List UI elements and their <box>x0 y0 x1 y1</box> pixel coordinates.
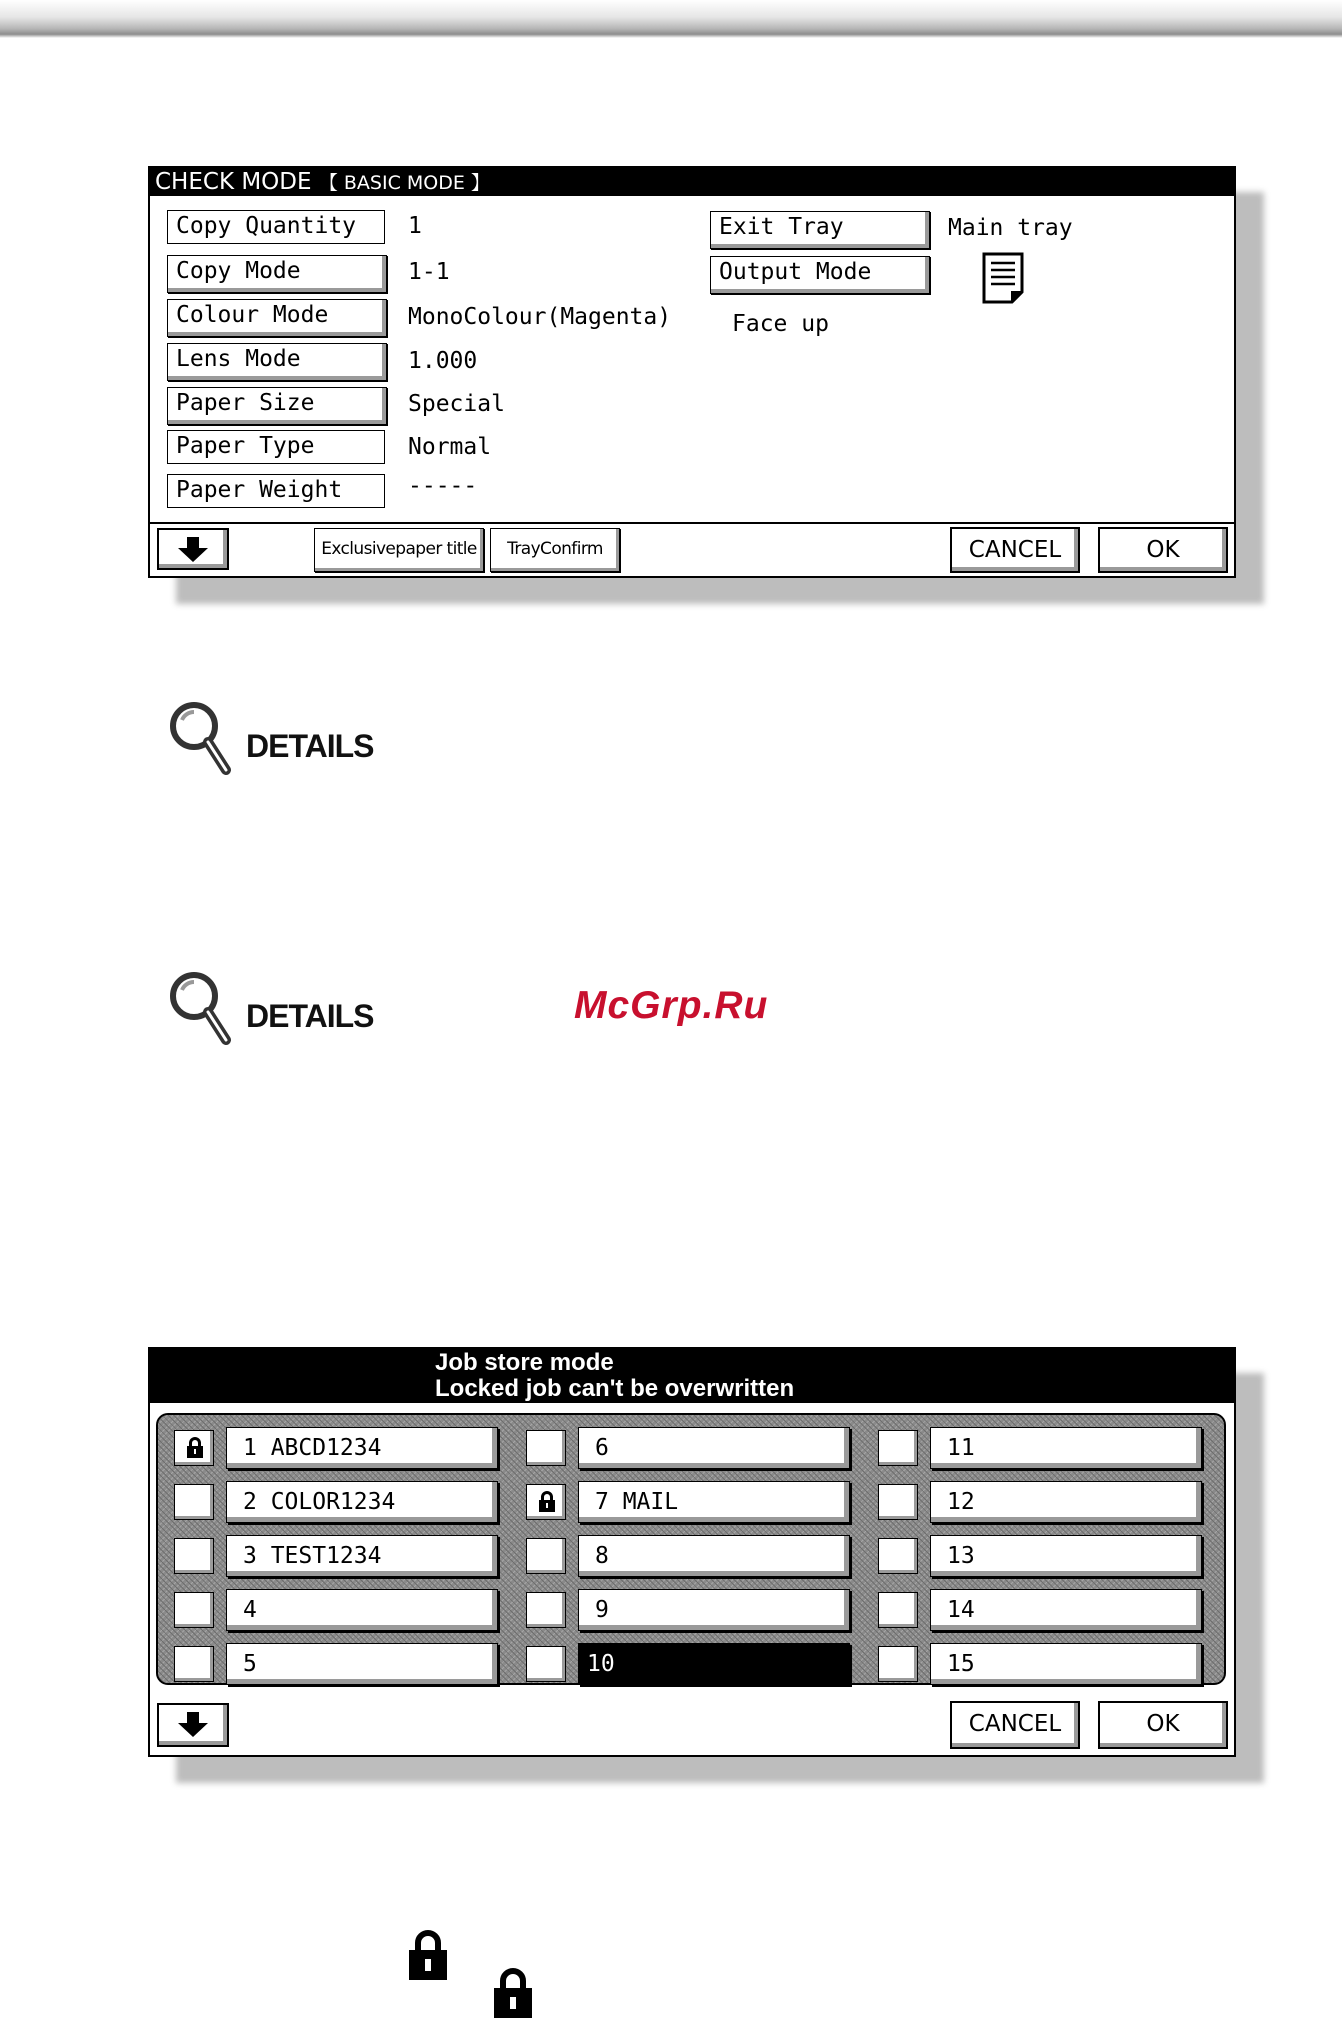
paper-weight-button[interactable] <box>167 474 385 508</box>
job-slot-button[interactable]: 12 <box>930 1481 1202 1523</box>
exit-tray-button[interactable] <box>710 211 930 249</box>
colour-mode-button[interactable] <box>167 299 387 337</box>
paper-weight-label: Paper Weight <box>176 477 343 503</box>
details-marker <box>168 700 398 780</box>
output-mode-label: Output Mode <box>719 259 872 285</box>
exit-tray-value: Main tray <box>948 215 1073 241</box>
check-mode-title-bar <box>150 168 1234 196</box>
lens-mode-button[interactable] <box>167 343 387 381</box>
lens-mode-value: 1.000 <box>408 348 478 374</box>
lock-icon <box>493 1967 533 2019</box>
check-mode-title: CHECK MODE <box>155 169 312 195</box>
page-header-bar <box>0 0 1342 38</box>
exclusive-paper-title-label: Exclusivepaper title <box>321 539 477 559</box>
paper-size-value: Special <box>408 391 505 417</box>
ok-button[interactable] <box>1098 527 1228 573</box>
ok-label: OK <box>1146 1711 1180 1737</box>
lock-toggle[interactable] <box>174 1592 214 1628</box>
check-mode-bottom-bar <box>150 522 1234 576</box>
job-slot-button[interactable]: 10 <box>578 1643 850 1685</box>
paper-weight-value: ----- <box>408 473 478 499</box>
job-slot-button[interactable]: 5 <box>226 1643 498 1685</box>
output-mode-button[interactable] <box>710 256 930 294</box>
lock-toggle[interactable] <box>878 1646 918 1682</box>
job-slot-button[interactable]: 15 <box>930 1643 1202 1685</box>
watermark-text: McGrp.Ru <box>574 984 769 1027</box>
tray-confirm-button[interactable] <box>490 528 620 572</box>
job-store-title-bar <box>150 1349 1234 1403</box>
job-grid <box>156 1413 1226 1685</box>
job-slot-button[interactable]: 7 MAIL <box>578 1481 850 1523</box>
down-arrow-icon <box>177 1712 209 1738</box>
job-slot-button[interactable]: 11 <box>930 1427 1202 1469</box>
check-mode-subtitle: 【 BASIC MODE 】 <box>318 172 490 194</box>
scroll-down-button[interactable] <box>157 1703 229 1747</box>
job-store-title: Job store mode <box>435 1349 614 1376</box>
details-label: DETAILS <box>246 998 374 1034</box>
copy-quantity-button[interactable] <box>167 210 385 244</box>
job-slot-button[interactable]: 14 <box>930 1589 1202 1631</box>
lock-toggle[interactable] <box>174 1538 214 1574</box>
lock-toggle-locked[interactable] <box>526 1484 566 1520</box>
lock-toggle[interactable] <box>878 1538 918 1574</box>
cancel-label: CANCEL <box>968 537 1062 563</box>
job-slot-button[interactable]: 6 <box>578 1427 850 1469</box>
job-slot-button[interactable]: 13 <box>930 1535 1202 1577</box>
lens-mode-label: Lens Mode <box>176 346 301 372</box>
job-slot-button[interactable]: 9 <box>578 1589 850 1631</box>
details-marker <box>168 970 398 1050</box>
magnifier-icon <box>168 700 232 776</box>
cancel-button[interactable] <box>950 527 1080 573</box>
cancel-button[interactable] <box>950 1701 1080 1749</box>
job-store-bottom-bar <box>150 1695 1234 1755</box>
magnifier-icon <box>168 970 232 1046</box>
lock-icon <box>538 1491 556 1513</box>
exit-tray-label: Exit Tray <box>719 214 844 240</box>
job-slot-button[interactable]: 4 <box>226 1589 498 1631</box>
down-arrow-icon <box>177 537 209 563</box>
check-mode-panel <box>148 166 1236 578</box>
cancel-label: CANCEL <box>968 1711 1062 1737</box>
scroll-down-button[interactable] <box>157 528 229 570</box>
document-icon <box>982 252 1024 308</box>
lock-toggle[interactable] <box>878 1592 918 1628</box>
lock-toggle[interactable] <box>878 1430 918 1466</box>
ok-button[interactable] <box>1098 1701 1228 1749</box>
job-slot-button[interactable]: 8 <box>578 1535 850 1577</box>
lock-icon <box>408 1929 448 1981</box>
colour-mode-label: Colour Mode <box>176 302 329 328</box>
paper-type-value: Normal <box>408 434 492 460</box>
output-mode-value: Face up <box>732 311 829 337</box>
lock-toggle[interactable] <box>526 1430 566 1466</box>
paper-size-label: Paper Size <box>176 390 315 416</box>
lock-toggle[interactable] <box>174 1484 214 1520</box>
lock-toggle[interactable] <box>526 1646 566 1682</box>
lock-icon <box>186 1437 204 1459</box>
details-label: DETAILS <box>246 728 374 764</box>
lock-toggle-locked[interactable] <box>174 1430 214 1466</box>
lock-toggle[interactable] <box>526 1538 566 1574</box>
colour-mode-value: MonoColour(Magenta) <box>408 304 672 330</box>
job-slot-button[interactable]: 1 ABCD1234 <box>226 1427 498 1469</box>
copy-quantity-value: 1 <box>408 213 422 239</box>
job-slot-button[interactable]: 2 COLOR1234 <box>226 1481 498 1523</box>
tray-confirm-label: TrayConfirm <box>507 539 603 559</box>
copy-mode-label: Copy Mode <box>176 258 301 284</box>
copy-mode-button[interactable] <box>167 255 387 293</box>
job-slot-button[interactable]: 3 TEST1234 <box>226 1535 498 1577</box>
ok-label: OK <box>1146 537 1180 563</box>
job-store-subtitle: Locked job can't be overwritten <box>435 1375 795 1402</box>
paper-type-button[interactable] <box>167 430 385 464</box>
job-store-panel <box>148 1347 1236 1757</box>
paper-type-label: Paper Type <box>176 433 315 459</box>
copy-quantity-label: Copy Quantity <box>176 213 357 239</box>
lock-toggle[interactable] <box>174 1646 214 1682</box>
lock-toggle[interactable] <box>526 1592 566 1628</box>
exclusive-paper-title-button[interactable] <box>314 528 484 572</box>
paper-size-button[interactable] <box>167 387 387 425</box>
lock-toggle[interactable] <box>878 1484 918 1520</box>
copy-mode-value: 1-1 <box>408 259 450 285</box>
